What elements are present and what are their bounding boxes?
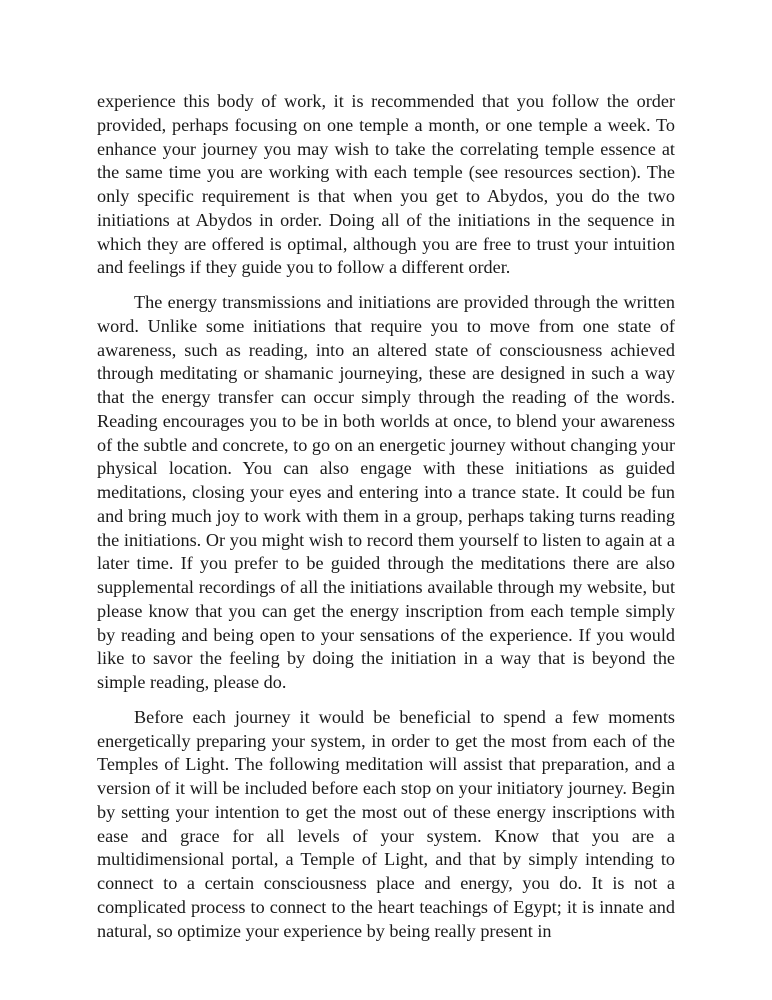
paragraph-preparation: Before each journey it would be beneficial to spend a few moments energetically preparing your system, in order to get the most from each of the Temples of Light. The following meditation will assist that preparation, and a version of it will be included before each stop on your initiatory journey. Begin by setting your intention to get the most out of these energy inscriptions with ease and grace for all levels of your system. Know that you are a multidimensional portal, a Temple of Light, and that by simply intending to connect to a certain consciousness place and energy, you do. It is not a complicated process to connect to the heart teachings of Egypt; it is innate and natural, so optimize your experience by being really present in [97, 706, 675, 941]
body-text [97, 90, 675, 954]
paragraph-continued: experience this body of work, it is recommended that you follow the order provided, perhaps focusing on one temple a month, or one temple a week. To enhance your journey you may wish to take the correlating temple essence at the same time you are working with each temple (see resources section). The only specific requirement is that when you get to Abydos, you do the two initiations at Abydos in order. Doing all of the initiations in the sequence in which they are offered is optimal, although you are free to trust your intuition and feelings if they guide you to follow a different order. [97, 91, 675, 278]
paragraph-energy-transmissions: The energy transmissions and initiations are provided through the written word. Unlike some initiations that require you to move from one state of awareness, such as reading, into an altered state of consciousness achieved through meditating or shamanic journeying, these are designed in such a way that the energy transfer can occur simply through the reading of the words. Reading encourages you to be in both worlds at once, to blend your awareness of the subtle and concrete, to go on an energetic journey without changing your physical location. You can also engage with these initiations as guided meditations, closing your eyes and entering into a trance state. It could be fun and bring much joy to work with them in a group, perhaps taking turns reading the initiations. Or you might wish to record them yourself to listen to again at a later time. If you prefer to be guided through the meditations there are also supplemental recordings of all the initiations available through my website, but please know that you can get the energy inscription from each temple simply by reading and being open to your sensations of the experience. If you would like to savor the feeling by doing the initiation in a way that is beyond the simple reading, please do. [97, 292, 675, 692]
